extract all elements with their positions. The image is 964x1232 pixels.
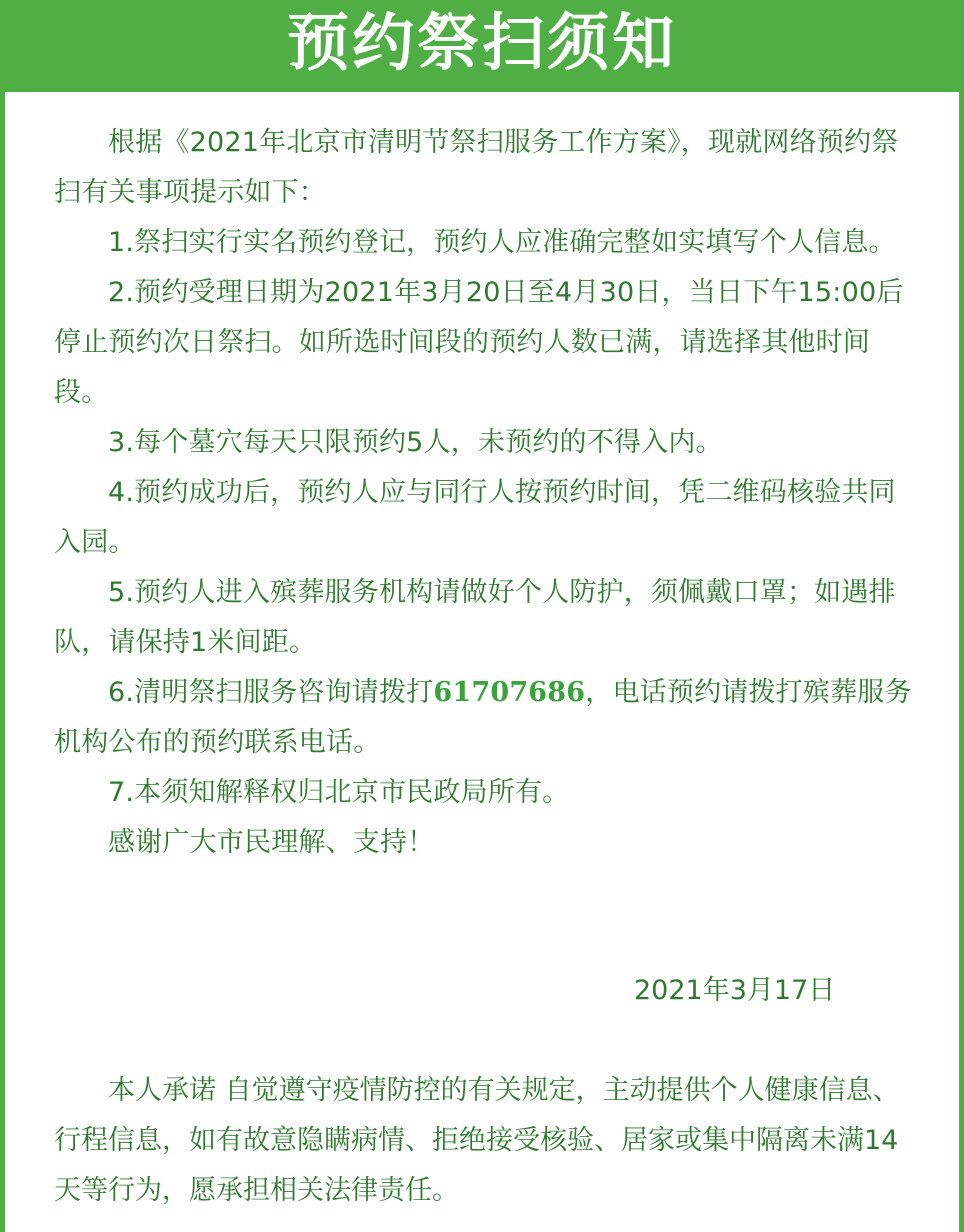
intro-paragraph: 根据《2021年北京市清明节祭扫服务工作方案》，现就网络预约祭扫有关事项提示如下： [54, 127, 899, 208]
header-banner [0, 0, 964, 92]
pledge-paragraph: 本人承诺 自觉遵守疫情防控的有关规定，主动提供个人健康信息、行程信息，如有故意隐瞒病情、拒绝接受核验、居家或集中隔离未满14天等行为，愿承担相关法律责任。 [54, 1075, 900, 1206]
phone-number: 61707686 [433, 677, 586, 708]
notice-body [54, 118, 914, 868]
notice-item-1: 1.祭扫实行实名预约登记，预约人应准确完整如实填写个人信息。 [108, 227, 896, 258]
notice-item-7: 7.本须知解释权归北京市民政局所有。 [108, 777, 570, 808]
notice-item-2: 2.预约受理日期为2021年3月20日至4月30日，当日下午15:00后停止预约次日祭扫。如所选时间段的预约人数已满，请选择其他时间段。 [54, 277, 904, 408]
item-6-suffix: ，电话预约请拨打殡葬服务机构公布的预约联系电话。 [54, 677, 912, 758]
notice-item-6 [54, 668, 914, 768]
notice-item-4: 4.预约成功后，预约人应与同行人按预约时间，凭二维码核验共同入园。 [54, 477, 896, 558]
item-6-prefix: 6.清明祭扫服务咨询请拨打 [108, 677, 434, 708]
notice-item-3: 3.每个墓穴每天只限预约5人，未预约的不得入内。 [108, 427, 723, 458]
thanks-line: 感谢广大市民理解、支持！ [108, 827, 435, 858]
page-title: 预约祭扫须知 [286, 6, 677, 79]
issue-date: 2021年3月17日 [634, 975, 836, 1006]
notice-item-5: 5.预约人进入殡葬服务机构请做好个人防护，须佩戴口罩；如遇排队，请保持1米间距。 [54, 577, 896, 658]
